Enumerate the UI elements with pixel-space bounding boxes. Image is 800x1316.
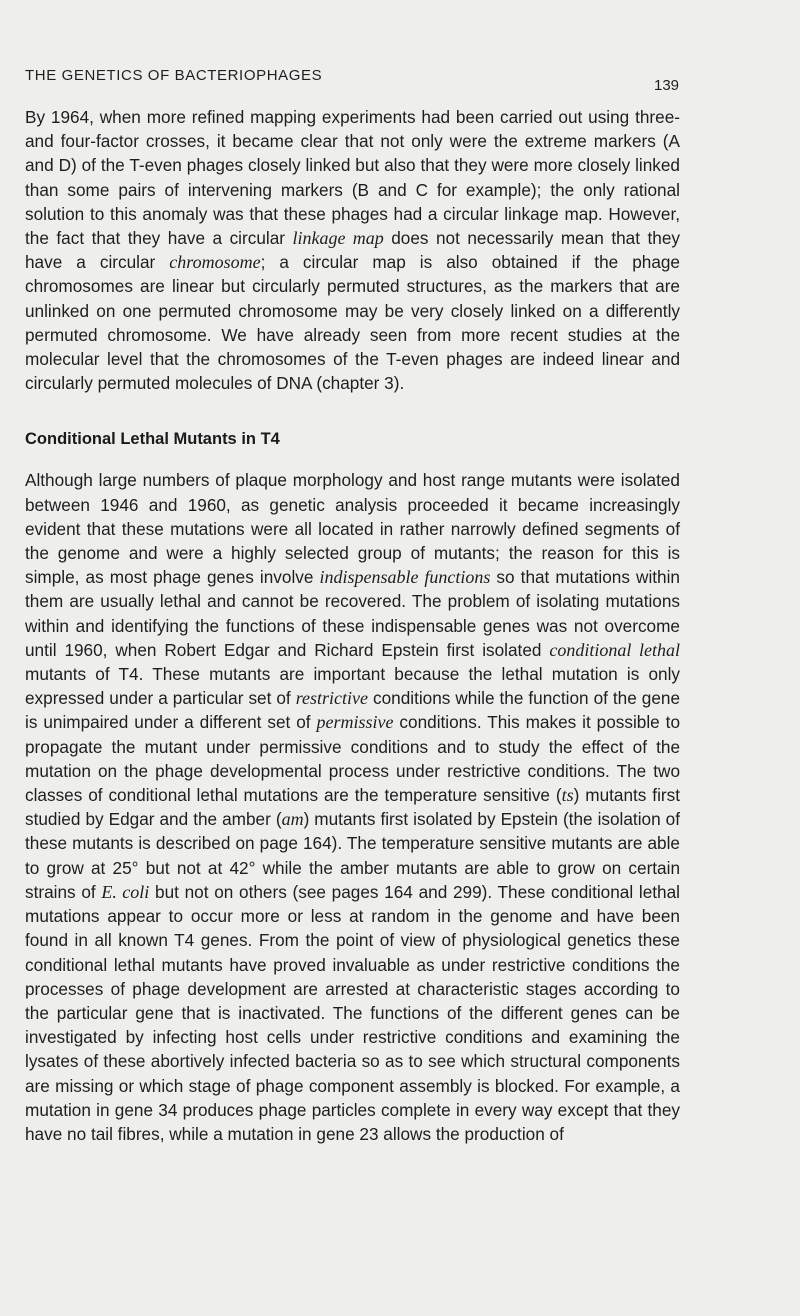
italic-term: ts — [561, 785, 574, 806]
italic-term: permissive — [316, 712, 394, 733]
page-number: 139 — [654, 77, 680, 94]
paragraph-2 — [25, 468, 680, 1146]
text-run: conditions while the function of the gene is unimpaired under a different set of — [25, 688, 681, 733]
text-run: conditions. This makes it possible to propagate the mutant under permissive conditions and to study the effect of the mutation on the phage developmental process under restrictive conditions. The two classes of conditional lethal mutations are the temperature sensitive ( — [25, 712, 680, 806]
text-run: ) mutants first isolated by Epstein (the isolation of these mutants is described on page 164). The temperature sensitive mutants are able to grow at 25° but not at 42° while the amber mutants are able to grow on certain strains of — [25, 809, 680, 902]
text-run: does not necessarily mean that they have a circular — [25, 228, 680, 273]
italic-term: E. coli — [101, 881, 150, 902]
italic-term: am — [281, 809, 304, 830]
text-run: Although large numbers of plaque morphology and host range mutants were isolated between 1946 and 1960, as genetic analysis proceeded it became increasingly evident that these mutations were all located in rather narrowly defined segments of the genome and were a highly selected group of mutants; the reason for this is simple, as most phage genes involve — [25, 470, 680, 588]
section-heading: Conditional Lethal Mutants in T4 — [25, 430, 280, 449]
text-run: By 1964, when more refined mapping experiments had been carried out using three- and four-factor crosses, it became clear that not only were the extreme markers (A and D) of the T-even phages closely linked but also that they were more closely linked than some pairs of intervening markers (B and C for example); the only rational solution to this anomaly was that these phages had a circular linkage map. However, the fact that they have a circular — [25, 107, 680, 249]
italic-term: restrictive — [295, 688, 368, 709]
text-block — [25, 105, 680, 1146]
italic-term: chromosome — [169, 252, 261, 273]
italic-term: conditional lethal — [549, 639, 680, 660]
text-run: ) mutants first studied by Edgar and the amber ( — [25, 785, 680, 830]
italic-term: linkage map — [292, 228, 384, 249]
text-run: ; a circular map is also obtained if the phage chromosomes are linear but circularly permuted structures, as the markers that are unlinked on one permuted chromosome may be very closely linked on a differently permuted chromosome. We have already seen from more recent studies at the molecular level that the chromosomes of the T-even phages are indeed linear and circularly permuted molecules of DNA (chapter 3). — [25, 252, 680, 394]
text-run: so that mutations within them are usually lethal and cannot be recovered. The problem of isolating mutations within and identifying the functions of these indispensable genes was not overcome until 1960, when Robert Edgar and Richard Epstein first isolated — [25, 567, 680, 660]
text-run: mutants of T4. These mutants are important because the lethal mutation is only expressed under a particular set of — [25, 664, 680, 709]
italic-term: indispensable functions — [319, 567, 491, 588]
text-run: but not on others (see pages 164 and 299). These conditional lethal mutations appear to occur more or less at random in the genome and have been found in all known T4 genes. From the point of view of physiological genetics these conditional lethal mutants have proved invaluable as under restrictive conditions the processes of phage development are arrested at characteristic stages according to the particular gene that is inactivated. The functions of the different genes can be investigated by infecting host cells under restrictive conditions and examining the lysates of these abortively infected bacteria so as to see which structural components are missing or which stage of phage component assembly is blocked. For example, a mutation in gene 34 produces phage particles complete in every way except that they have no tail fibres, while a mutation in gene 23 allows the production of — [25, 881, 680, 1144]
paragraph-1 — [25, 105, 680, 395]
running-title: THE GENETICS OF BACTERIOPHAGES — [25, 67, 323, 84]
